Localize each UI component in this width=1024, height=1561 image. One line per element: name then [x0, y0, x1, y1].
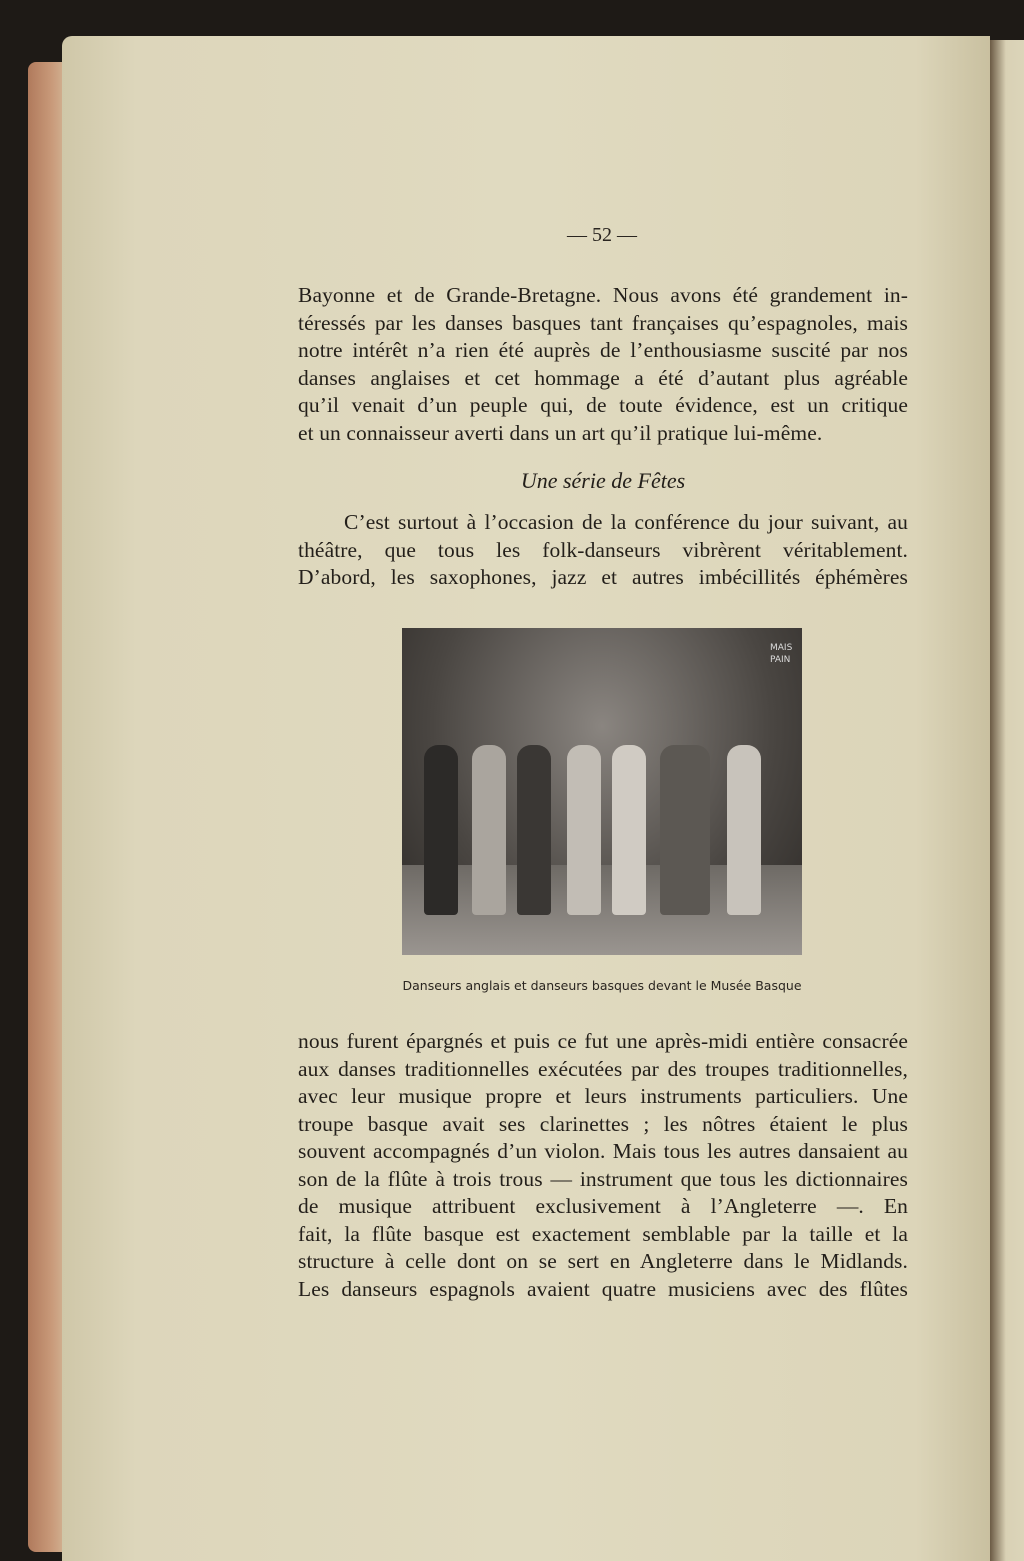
- text-line: structure à celle dont on se sert en Angleterre dans le Midlands.: [298, 1249, 908, 1273]
- text-line: C’est surtout à l’occasion de la conférence du jour suivant, au: [344, 510, 908, 534]
- text-line: théâtre, que tous les folk-danseurs vibrèrent véritablement.: [298, 537, 908, 562]
- text-line: Les danseurs espagnols avaient quatre musiciens avec des flûtes: [298, 1276, 908, 1301]
- paragraph-1: [298, 282, 908, 447]
- shop-sign: MAIS PAIN: [770, 643, 793, 665]
- figure-person: [424, 745, 458, 915]
- text-line: fait, la flûte basque est exactement semblable par la taille et la: [298, 1221, 908, 1246]
- facing-page-edge: [990, 40, 1024, 1561]
- page-number: — 52 —: [567, 224, 637, 246]
- text-line: et un connaisseur averti dans un art qu’il pratique lui-même.: [298, 420, 823, 445]
- text-line: téressés par les danses basques tant françaises qu’espagnoles, mais: [298, 310, 908, 335]
- text-line: qu’il venait d’un peuple qui, de toute évidence, est un critique: [298, 393, 908, 417]
- text-line: nous furent épargnés et puis ce fut une après-midi entière consacrée: [298, 1029, 908, 1053]
- photograph-dancers: [402, 628, 802, 955]
- text-line: aux danses traditionnelles exécutées par des troupes traditionnelles,: [298, 1056, 908, 1081]
- figure-person: [472, 745, 506, 915]
- text-line: D’abord, les saxophones, jazz et autres imbécillités éphémères: [298, 565, 908, 589]
- figure-person: [567, 745, 601, 915]
- figure-caption: Danseurs anglais et danseurs basques devant le Musée Basque: [402, 978, 802, 993]
- text-line: Bayonne et de Grande-Bretagne. Nous avons été grandement in-: [298, 283, 908, 307]
- text-line: avec leur musique propre et leurs instruments particuliers. Une: [298, 1084, 908, 1108]
- text-line: son de la flûte à trois trous — instrument que tous les dictionnaires: [298, 1166, 908, 1191]
- figure-person: [727, 745, 761, 915]
- paragraph-3: [298, 1028, 908, 1303]
- paragraph-2: [298, 509, 908, 592]
- figure-person: [612, 745, 646, 915]
- text-line: de musique attribuent exclusivement à l’Angleterre —. En: [298, 1194, 908, 1218]
- figure-person: [517, 745, 551, 915]
- text-line: notre intérêt n’a rien été auprès de l’enthousiasme suscité par nos: [298, 338, 908, 362]
- figure-person: [660, 745, 710, 915]
- text-line: danses anglaises et cet hommage a été d’autant plus agréable: [298, 365, 908, 390]
- text-line: souvent accompagnés d’un violon. Mais tous les autres dansaient au: [298, 1139, 908, 1163]
- text-line: troupe basque avait ses clarinettes ; les nôtres étaient le plus: [298, 1111, 908, 1136]
- section-heading: Une série de Fêtes: [520, 468, 686, 493]
